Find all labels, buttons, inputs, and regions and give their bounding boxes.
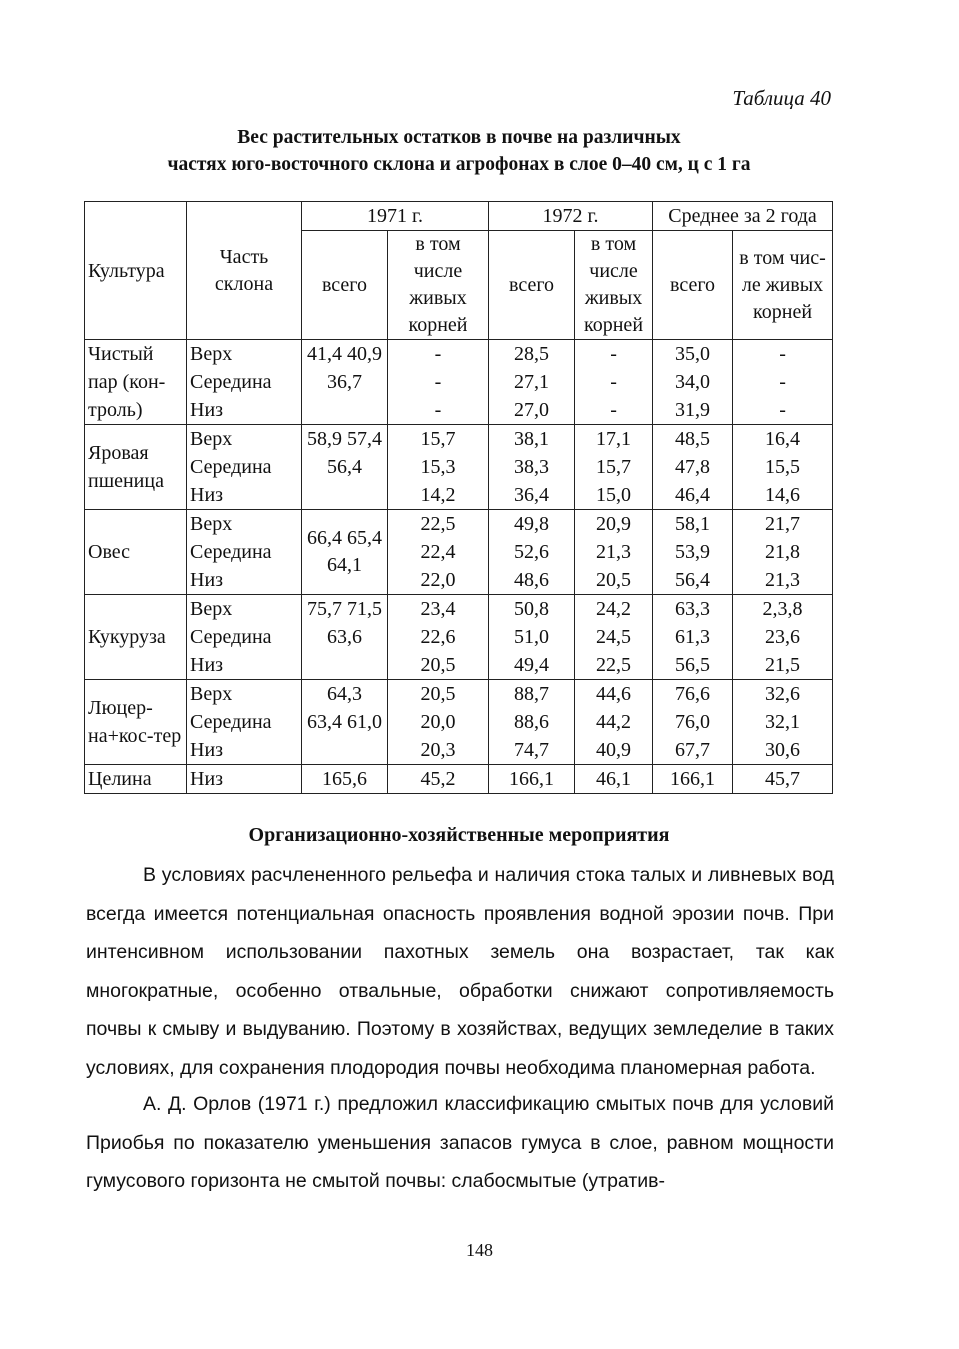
total-1972-cell: 27,1 — [489, 368, 575, 396]
total-1972-cell: 88,6 — [489, 708, 575, 736]
live-1972-cell: 21,3 — [575, 538, 653, 566]
total-avg-cell: 58,1 — [653, 510, 733, 539]
live-avg-cell: 21,3 — [733, 566, 833, 595]
table-title-line-2: частях юго-восточного склона и агрофонах в слое 0–40 см, ц с 1 га — [167, 154, 751, 175]
total-1971-cell: 56,4 — [302, 453, 388, 481]
table-row — [85, 396, 833, 425]
data-table — [84, 201, 833, 794]
part-cell: Верх — [187, 595, 302, 624]
header-1971: 1971 г. — [302, 202, 489, 231]
live-1971-cell: 14,2 — [388, 481, 489, 510]
total-avg-cell: 76,6 — [653, 680, 733, 709]
total-1971-cell: 58,9 57,4 — [302, 425, 388, 454]
total-avg-cell: 48,5 — [653, 425, 733, 454]
live-1971-cell: 20,5 — [388, 680, 489, 709]
table-row — [85, 623, 833, 651]
header-live-roots-1972: в том числе живых корней — [575, 231, 653, 340]
total-1972-cell: 28,5 — [489, 340, 575, 369]
live-1971-cell: - — [388, 396, 489, 425]
table-row — [85, 708, 833, 736]
culture-cell: Овес — [85, 510, 187, 595]
live-1971-cell: 15,3 — [388, 453, 489, 481]
section-heading: Организационно-хозяйственные мероприятия — [248, 824, 670, 846]
live-1972-cell: 17,1 — [575, 425, 653, 454]
total-1972-cell: 50,8 — [489, 595, 575, 624]
live-1971-cell: 20,5 — [388, 651, 489, 680]
header-total-avg: всего — [653, 231, 733, 340]
part-cell: Середина — [187, 368, 302, 396]
live-avg-cell: 21,5 — [733, 651, 833, 680]
header-live-roots-1971: в том числе живых корней — [388, 231, 489, 340]
table-row — [85, 765, 833, 794]
part-cell: Низ — [187, 736, 302, 765]
live-1972-cell: 22,5 — [575, 651, 653, 680]
table-row — [85, 566, 833, 595]
part-cell: Середина — [187, 453, 302, 481]
table-row — [85, 425, 833, 454]
part-cell: Верх — [187, 340, 302, 369]
live-1972-cell: 46,1 — [575, 765, 653, 794]
total-avg-cell: 56,5 — [653, 651, 733, 680]
total-avg-cell: 46,4 — [653, 481, 733, 510]
culture-cell: Люцер-на+кос-тер — [85, 680, 187, 765]
header-live-roots-avg: в том чис-ле живых корней — [733, 231, 833, 340]
culture-cell: Целина — [85, 765, 187, 794]
live-1972-cell: 44,2 — [575, 708, 653, 736]
live-1971-cell: 15,7 — [388, 425, 489, 454]
live-avg-cell: 14,6 — [733, 481, 833, 510]
culture-cell: Яровая пшеница — [85, 425, 187, 510]
table-label: Таблица 40 — [732, 86, 831, 110]
page-number: 148 — [466, 1240, 493, 1260]
live-1972-cell: 20,5 — [575, 566, 653, 595]
live-1972-cell: 24,2 — [575, 595, 653, 624]
live-1971-cell: - — [388, 340, 489, 369]
total-1972-cell: 38,3 — [489, 453, 575, 481]
header-average: Среднее за 2 года — [653, 202, 833, 231]
total-1972-cell: 88,7 — [489, 680, 575, 709]
total-1971-cell: 63,6 — [302, 623, 388, 651]
total-1972-cell: 48,6 — [489, 566, 575, 595]
total-avg-cell: 76,0 — [653, 708, 733, 736]
header-slope-part: Часть склона — [187, 202, 302, 340]
total-avg-cell: 34,0 — [653, 368, 733, 396]
live-1971-cell: 22,6 — [388, 623, 489, 651]
total-1971-cell: 165,6 — [302, 765, 388, 794]
live-1972-cell: 15,0 — [575, 481, 653, 510]
part-cell: Низ — [187, 481, 302, 510]
total-1972-cell: 74,7 — [489, 736, 575, 765]
header-1972: 1972 г. — [489, 202, 653, 231]
total-avg-cell: 53,9 — [653, 538, 733, 566]
total-1971-cell: 41,4 40,9 — [302, 340, 388, 369]
total-avg-cell: 63,3 — [653, 595, 733, 624]
total-1972-cell: 38,1 — [489, 425, 575, 454]
live-avg-cell: 23,6 — [733, 623, 833, 651]
total-1971-cell — [302, 736, 388, 765]
table-row — [85, 340, 833, 369]
total-avg-cell: 166,1 — [653, 765, 733, 794]
live-1972-cell: - — [575, 340, 653, 369]
live-1971-cell: 20,0 — [388, 708, 489, 736]
part-cell: Верх — [187, 510, 302, 539]
live-avg-cell: - — [733, 396, 833, 425]
header-culture: Культура — [85, 202, 187, 340]
part-cell: Низ — [187, 765, 302, 794]
live-1971-cell: 23,4 — [388, 595, 489, 624]
total-1971-cell: 64,3 — [302, 680, 388, 709]
part-cell: Середина — [187, 708, 302, 736]
total-avg-cell: 31,9 — [653, 396, 733, 425]
header-total-1972: всего — [489, 231, 575, 340]
paragraph-2: А. Д. Орлов (1971 г.) предложил классификацию смытых почв для условий Приобья по показателю уменьшения запасов гумуса в слое, равном мощности гумусового горизонта не смытой почвы: слабосмытые (утратив- — [86, 1093, 834, 1192]
live-avg-cell: 21,8 — [733, 538, 833, 566]
live-1971-cell: 22,0 — [388, 566, 489, 595]
live-1972-cell: 40,9 — [575, 736, 653, 765]
total-avg-cell: 56,4 — [653, 566, 733, 595]
live-1972-cell: 24,5 — [575, 623, 653, 651]
total-1972-cell: 49,4 — [489, 651, 575, 680]
table-title-line-1: Вес растительных остатков в почве на различных — [237, 127, 681, 148]
live-1971-cell: 45,2 — [388, 765, 489, 794]
live-avg-cell: 15,5 — [733, 453, 833, 481]
part-cell: Верх — [187, 425, 302, 454]
total-1971-cell — [302, 481, 388, 510]
live-avg-cell: - — [733, 340, 833, 369]
table-row — [85, 680, 833, 709]
total-avg-cell: 67,7 — [653, 736, 733, 765]
total-1972-cell: 52,6 — [489, 538, 575, 566]
live-avg-cell: 30,6 — [733, 736, 833, 765]
total-1972-cell: 166,1 — [489, 765, 575, 794]
total-1972-cell: 49,8 — [489, 510, 575, 539]
total-1971-cell — [302, 396, 388, 425]
part-cell: Середина — [187, 538, 302, 566]
part-cell: Низ — [187, 651, 302, 680]
part-cell: Верх — [187, 680, 302, 709]
live-1972-cell: - — [575, 396, 653, 425]
live-avg-cell: 45,7 — [733, 765, 833, 794]
table-row — [85, 453, 833, 481]
total-avg-cell: 61,3 — [653, 623, 733, 651]
total-avg-cell: 35,0 — [653, 340, 733, 369]
total-1972-cell: 36,4 — [489, 481, 575, 510]
header-total-1971: всего — [302, 231, 388, 340]
live-1972-cell: - — [575, 368, 653, 396]
live-1971-cell: - — [388, 368, 489, 396]
live-1971-cell: 22,4 — [388, 538, 489, 566]
total-1971-cell: 63,4 61,0 — [302, 708, 388, 736]
table-row — [85, 368, 833, 396]
total-1972-cell: 51,0 — [489, 623, 575, 651]
table-row — [85, 595, 833, 624]
table-row — [85, 736, 833, 765]
live-avg-cell: 2,3,8 — [733, 595, 833, 624]
total-avg-cell: 47,8 — [653, 453, 733, 481]
table-row — [85, 481, 833, 510]
total-1972-cell: 27,0 — [489, 396, 575, 425]
live-1971-cell: 20,3 — [388, 736, 489, 765]
part-cell: Низ — [187, 396, 302, 425]
total-1971-cell — [302, 651, 388, 680]
live-avg-cell: 32,6 — [733, 680, 833, 709]
live-1972-cell: 15,7 — [575, 453, 653, 481]
table-row — [85, 538, 833, 566]
live-1971-cell: 22,5 — [388, 510, 489, 539]
total-1971-cell: 75,7 71,5 — [302, 595, 388, 624]
total-1971-merged-cell: 66,4 65,4 64,1 — [302, 510, 388, 595]
live-1972-cell: 44,6 — [575, 680, 653, 709]
table-title — [86, 124, 832, 178]
table-row — [85, 651, 833, 680]
culture-cell: Кукуруза — [85, 595, 187, 680]
live-avg-cell: - — [733, 368, 833, 396]
live-avg-cell: 32,1 — [733, 708, 833, 736]
part-cell: Середина — [187, 623, 302, 651]
culture-cell: Чистый пар (кон-троль) — [85, 340, 187, 425]
live-avg-cell: 16,4 — [733, 425, 833, 454]
table-row — [85, 510, 833, 539]
paragraph-1: В условиях расчлененного рельефа и наличия стока талых и ливневых вод всегда имеется потенциальная опасность проявления водной эрозии почв. При интенсивном использовании пахотных земель она возрастает, так как многократные, особенно отвальные, обработки снижают сопротивляемость почвы к смыву и выдуванию. Поэтому в хозяйствах, ведущих земледелие в таких условиях, для сохранения плодородия почвы необходима планомерная работа. — [86, 864, 834, 1079]
part-cell: Низ — [187, 566, 302, 595]
total-1971-cell: 36,7 — [302, 368, 388, 396]
live-avg-cell: 21,7 — [733, 510, 833, 539]
live-1972-cell: 20,9 — [575, 510, 653, 539]
